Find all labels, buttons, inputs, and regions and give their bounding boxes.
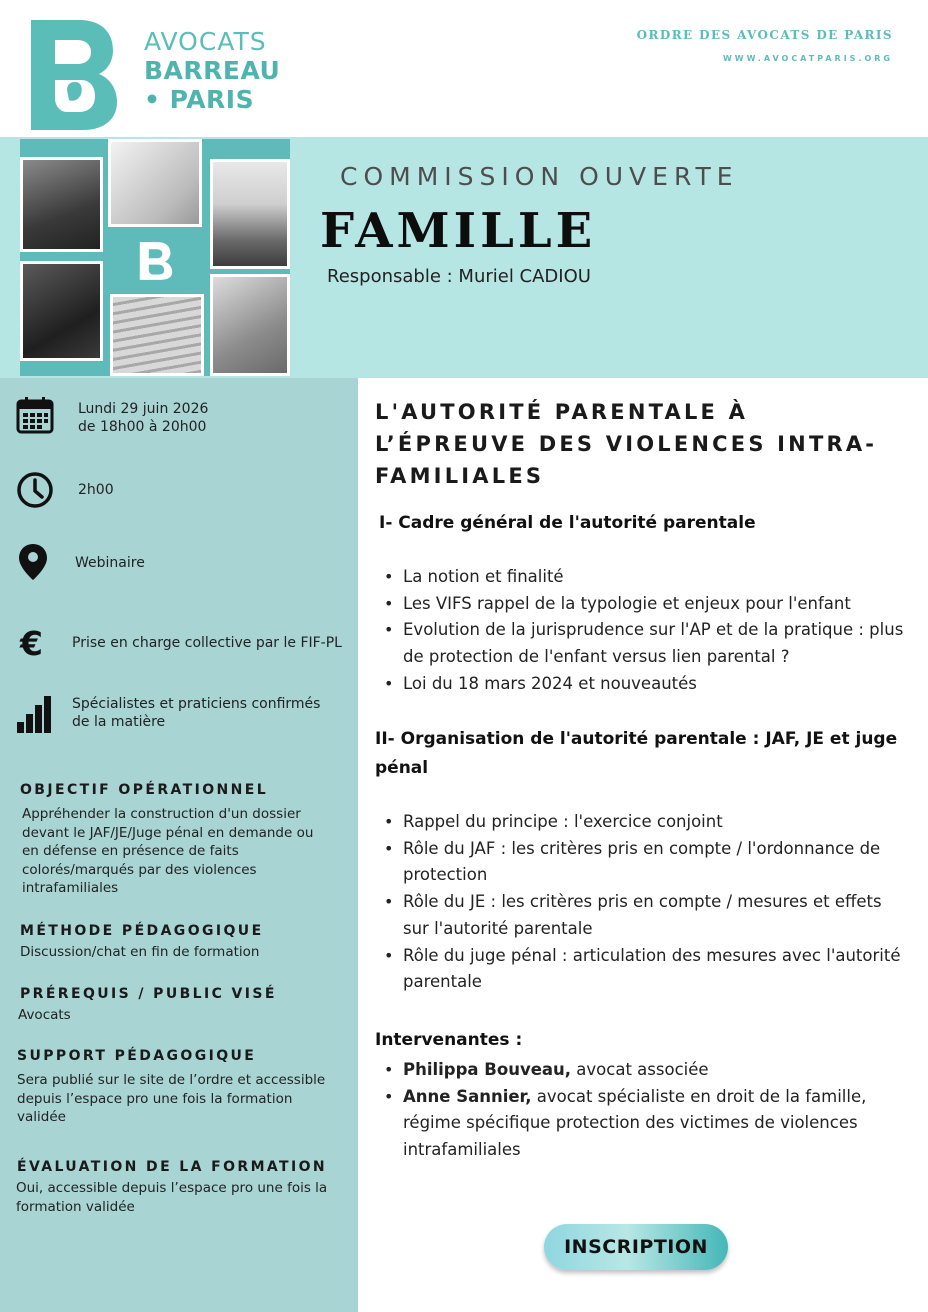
logo-text — [144, 27, 280, 114]
part1-list — [403, 564, 913, 698]
list-item — [403, 943, 913, 996]
support-line: Sera publié sur le site de l’ordre et accessible — [17, 1072, 326, 1088]
list-item — [403, 617, 913, 670]
evaluation-line: Oui, accessible depuis l’espace pro une fois la — [16, 1180, 328, 1196]
list-item-text: de protection de l'enfant versus lien parental ? — [403, 647, 790, 667]
location-pin-icon — [13, 542, 53, 582]
staircase-photo — [110, 294, 204, 376]
prerequis-title: PRÉREQUIS / PUBLIC VISÉ — [20, 986, 277, 1002]
objectif-line: devant le JAF/JE/Juge pénal en demande ou — [22, 824, 314, 841]
objectif-title: OBJECTIF OPÉRATIONNEL — [20, 782, 269, 798]
part1-title: I- Cadre général de l'autorité parentale — [379, 513, 756, 533]
list-item-text: sur l'autorité parentale — [403, 918, 593, 938]
support-body — [17, 1071, 337, 1127]
list-item — [403, 889, 913, 942]
formation-title-line: FAMILIALES — [375, 464, 545, 488]
formation-title — [375, 396, 915, 492]
date-text — [78, 400, 208, 436]
list-item — [403, 564, 913, 591]
sidebar — [0, 378, 358, 1312]
ordre-title: ORDRE DES AVOCATS DE PARIS — [636, 28, 893, 42]
evaluation-line: formation validée — [16, 1198, 135, 1215]
mother-child-photo — [210, 274, 290, 376]
objectif-line: en défense en présence de faits — [22, 843, 239, 859]
formation-title-line: L’ÉPREUVE DES VIOLENCES INTRA- — [375, 432, 878, 456]
objectif-body — [22, 805, 342, 898]
main-content — [358, 378, 928, 1312]
objectif-line: Appréhender la construction d'un dossier — [22, 806, 301, 822]
photo-collage — [20, 139, 290, 376]
collage-b-icon — [138, 239, 174, 283]
list-item-text: Rôle du juge pénal : articulation des mesures avec l'autorité — [403, 945, 901, 965]
list-item-text: Evolution de la jurisprudence sur l'AP et de la pratique : plus — [403, 620, 904, 640]
objectif-line: intrafamiliales — [22, 880, 119, 896]
intervenante-name: Anne Sannier, — [403, 1086, 532, 1106]
level-line: Spécialistes et praticiens confirmés — [72, 696, 321, 712]
barreau-b-logo-icon — [27, 16, 119, 134]
part2-list — [403, 809, 913, 996]
level-text — [72, 695, 320, 731]
list-item — [403, 671, 913, 698]
list-item-text: protection — [403, 865, 488, 885]
logo-barreau: BARREAU — [144, 56, 281, 85]
commission-label: COMMISSION OUVERTE — [340, 162, 739, 191]
list-item-text: La notion et finalité — [403, 567, 564, 586]
banner — [0, 137, 928, 378]
euro-icon: € — [20, 624, 43, 663]
methode-body — [20, 943, 340, 962]
intervenantes-list — [403, 1057, 913, 1164]
intervenantes-title: Intervenantes : — [375, 1030, 523, 1050]
formation-title-line: L'AUTORITÉ PARENTALE À — [375, 400, 749, 424]
list-item-text: Loi du 18 mars 2024 et nouveautés — [403, 673, 697, 693]
skyline-photo — [210, 159, 290, 269]
list-item — [403, 1057, 913, 1084]
support-line: validée — [17, 1109, 66, 1125]
intervenante-desc: avocat spécialiste en droit de la famille, — [531, 1086, 867, 1106]
family-photo — [20, 157, 103, 252]
calendar-icon — [15, 395, 55, 435]
time-line: de 18h00 à 20h00 — [78, 419, 207, 435]
page-header — [0, 0, 928, 137]
location-text: Webinaire — [75, 555, 145, 571]
list-item-text: Rôle du JAF : les critères pris en compte / l'ordonnance de — [403, 838, 881, 858]
logo-avocats: AVOCATS — [144, 27, 267, 56]
page-title: FAMILLE — [320, 203, 597, 259]
list-item — [403, 809, 913, 836]
part2-title-line: pénal — [375, 758, 429, 778]
support-title: SUPPORT PÉDAGOGIQUE — [17, 1048, 257, 1064]
methode-title: MÉTHODE PÉDAGOGIQUE — [20, 923, 264, 939]
list-item — [403, 1084, 913, 1164]
date-line: Lundi 29 juin 2026 — [78, 401, 209, 417]
list-item-text: Les VIFS rappel de la typologie et enjeux pour l'enfant — [403, 593, 851, 613]
responsable-text: Responsable : Muriel CADIOU — [327, 266, 591, 287]
list-item — [403, 836, 913, 889]
inscription-button[interactable]: INSCRIPTION — [544, 1224, 728, 1270]
intervenante-desc: avocat associée — [571, 1060, 709, 1079]
elderly-photo — [20, 261, 103, 361]
intervenante-name: Philippa Bouveau, — [403, 1060, 572, 1079]
prerequis-line: Avocats — [18, 1007, 71, 1023]
support-line: depuis l’espace pro une fois la formation — [17, 1090, 293, 1107]
signal-bars-icon — [16, 694, 56, 734]
list-item-text: parentale — [403, 972, 482, 992]
ordre-url-link[interactable]: WWW.AVOCATPARIS.ORG — [722, 54, 893, 63]
funding-text: Prise en charge collective par le FIF-PL — [72, 635, 342, 651]
part2-title — [375, 725, 905, 783]
objectif-line: colorés/marqués par des violences — [22, 861, 257, 878]
intervenante-desc: intrafamiliales — [403, 1140, 521, 1160]
methode-line: Discussion/chat en fin de formation — [20, 944, 260, 960]
evaluation-body — [16, 1179, 336, 1216]
duration-text: 2h00 — [78, 482, 114, 498]
intervenante-desc: régime spécifique protection des victimes de violences — [403, 1113, 858, 1133]
prerequis-body — [18, 1006, 338, 1025]
clock-icon — [15, 470, 55, 510]
part2-title-line: II- Organisation de l'autorité parentale : JAF, JE et juge — [375, 729, 898, 749]
logo-paris: • PARIS — [144, 85, 255, 114]
list-item-text: Rôle du JE : les critères pris en compte / mesures et effets — [403, 892, 882, 912]
list-item-text: Rappel du principe : l'exercice conjoint — [403, 812, 723, 831]
moulding-photo — [108, 139, 202, 227]
level-line: de la matière — [72, 714, 166, 730]
evaluation-title: ÉVALUATION DE LA FORMATION — [17, 1159, 328, 1175]
list-item — [403, 591, 913, 618]
